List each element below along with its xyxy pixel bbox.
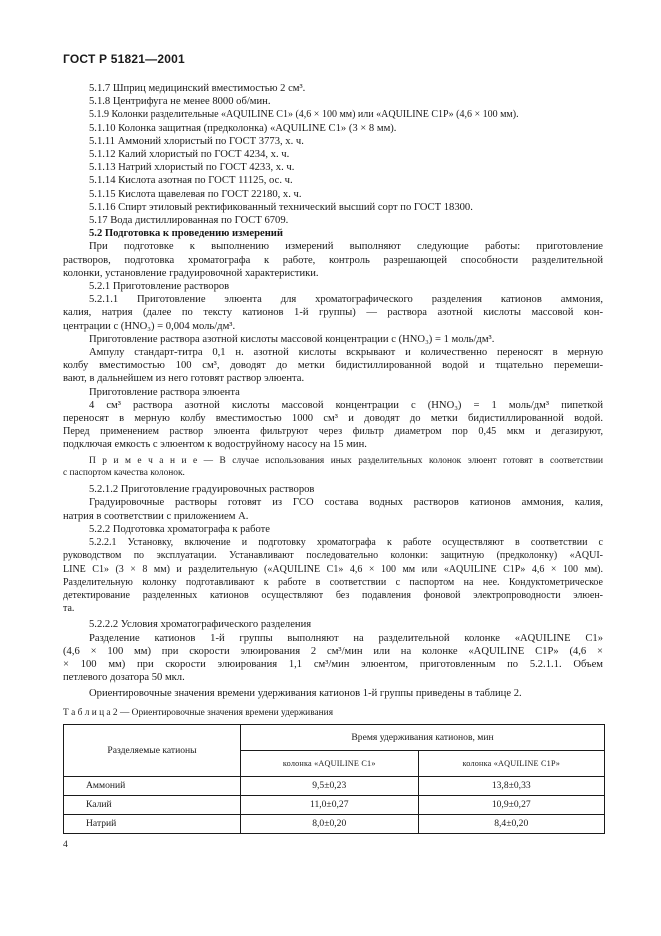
table-row xyxy=(64,795,605,814)
list-item: 5.1.14 Кислота азотная по ГОСТ 11125, ос. ч. xyxy=(89,175,293,187)
section-heading: 5.2 Подготовка к проведению измерений xyxy=(89,228,284,240)
cell-c1: 11,0±0,27 xyxy=(241,795,419,814)
retention-table xyxy=(63,724,605,834)
cell-c1p: 10,9±0,27 xyxy=(418,795,605,814)
paragraph: 5.2.2.1 Установку, включение и подготовку хроматографа к работе осуществляют в соответствии с руководством по эксплуатации. Устанавливают последовательно колонки: защитную (предколонку) «AQUI- LINE C1» (3 × 8 мм) и разделительную («AQUILINE C1» 4,6 × 100 мм или «AQUILINE C1P» 4,6 × 100 мм). Разделительную колонку подготавливают к работе в соответствии с паспортом на нее. Кондуктометрическое детектирование разделенных катионов осуществляют без подавления фоновой электропроводности элюен- та. xyxy=(63,537,603,615)
list-item: 5.1.16 Спирт этиловый ректификованный технический высший сорт по ГОСТ 18300. xyxy=(89,201,473,213)
list-item: 5.1.15 Кислота щавелевая по ГОСТ 22180, х. ч. xyxy=(89,188,302,200)
list-item: 5.1.12 Калий хлористый по ГОСТ 4234, х. ч. xyxy=(89,149,290,161)
table-caption: Т а б л и ц а 2 — Ориентировочные значения времени удерживания xyxy=(63,707,334,718)
paragraph: Градуировочные растворы готовят из ГСО состава водных растворов катионов аммония, калия, натрия в соответствии с приложением А. xyxy=(63,497,603,522)
subsection-heading: 5.2.1 Приготовление растворов xyxy=(89,281,230,293)
list-item: 5.17 Вода дистиллированная по ГОСТ 6709. xyxy=(89,215,289,227)
cell-cation: Натрий xyxy=(64,814,241,833)
page-header: ГОСТ Р 51821—2001 xyxy=(63,52,185,66)
document-body xyxy=(63,82,603,834)
list-item: 5.1.10 Колонка защитная (предколонка) «AQUILINE C1» (3 × 8 мм). xyxy=(89,122,397,134)
paragraph: Разделение катионов 1-й группы выполняют на разделительной колонке «AQUILINE C1» (4,6 × 100 мм) при скорости элюирования 2 см³/мин или на колонке «AQUILINE C1P» (4,6 × × 100 мм) при скорости элюирования 1,1 см³/мин элюентом, приготовленным по 5.2.1.1. Объем петлевого дозатора 50 мкл. xyxy=(63,632,603,684)
paragraph: Приготовление раствора элюента xyxy=(89,386,240,398)
paragraph: Приготовление раствора азотной кислоты массовой концентрации c (HNO₃) = 1 моль/дм³. xyxy=(89,333,495,345)
note: П р и м е ч а н и е — В случае использования иных разделительных колонок элюент готовят в соответствии с паспортом качества колонок. xyxy=(63,455,603,479)
subsection-heading: 5.2.1.2 Приготовление градуировочных растворов xyxy=(89,484,315,496)
subsection-heading: 5.2.2 Подготовка хроматографа к работе xyxy=(89,523,270,535)
paragraph: Ампулу стандарт-титра 0,1 н. азотной кислоты вскрывают и количественно переносят в мерную колбу вместимостью 100 см³, доводят до метки бидистиллированной водой и тщательно перемеши- вают, в дальнейшем из него готовят раствор элюента. xyxy=(63,347,603,385)
cell-c1: 8,0±0,20 xyxy=(241,814,419,833)
list-item: 5.1.11 Аммоний хлористый по ГОСТ 3773, х. ч. xyxy=(89,135,304,147)
col-header-cations: Разделяемые катионы xyxy=(64,724,241,776)
list-item: 5.1.13 Натрий хлористый по ГОСТ 4233, х. ч. xyxy=(89,162,295,174)
list-item: 5.1.8 Центрифуга не менее 8000 об/мин. xyxy=(89,96,271,108)
paragraph: 5.2.1.1 Приготовление элюента для хроматографического разделения катионов аммония, калия, натрия (далее по тексту катионов 1-й группы) — раствора азотной кислоты массовой кон- центрации c (HNO₃) = 0,004 моль/дм³. xyxy=(63,294,603,332)
list-item: 5.1.9 Колонки разделительные «AQUILINE C1» (4,6 × 100 мм) или «AQUILINE C1P» (4,6 × 100 мм). xyxy=(89,109,519,121)
cell-c1p: 13,8±0,33 xyxy=(418,776,605,795)
cell-c1p: 8,4±0,20 xyxy=(418,814,605,833)
cell-cation: Аммоний xyxy=(64,776,241,795)
paragraph: 4 см³ раствора азотной кислоты массовой концентрации c (HNO₃) = 1 моль/дм³ пипеткой переносят в мерную колбу вместимостью 1000 см³ и доводят до метки бидистиллированной водой. Перед применением раствор элюента фильтруют через фильтр диаметром пор 0,45 мкм и дегазируют, подключая емкость с элюентом к водоструйному насосу на 15 мин. xyxy=(63,399,603,451)
paragraph: При подготовке к выполнению измерений выполняют следующие работы: приготовление растворов, подготовка хроматографа к работе, контроль разрешающей способности разделительной колонки, установление градуировочной характеристики. xyxy=(63,241,603,279)
table-row xyxy=(64,814,605,833)
cell-cation: Калий xyxy=(64,795,241,814)
paragraph: Ориентировочные значения времени удерживания катионов 1-й группы приведены в таблице 2. xyxy=(89,688,522,700)
list-item: 5.1.7 Шприц медицинский вместимостью 2 см³. xyxy=(89,83,306,94)
page-number: 4 xyxy=(63,840,68,850)
cell-c1: 9,5±0,23 xyxy=(241,776,419,795)
col-header-c1: колонка «AQUILINE C1» xyxy=(241,750,419,776)
col-header-c1p: колонка «AQUILINE C1P» xyxy=(418,750,605,776)
subsection-heading: 5.2.2.2 Условия хроматографического разделения xyxy=(89,619,312,631)
materials-list xyxy=(63,82,603,227)
table-row xyxy=(64,776,605,795)
col-header-time: Время удерживания катионов, мин xyxy=(241,724,605,750)
